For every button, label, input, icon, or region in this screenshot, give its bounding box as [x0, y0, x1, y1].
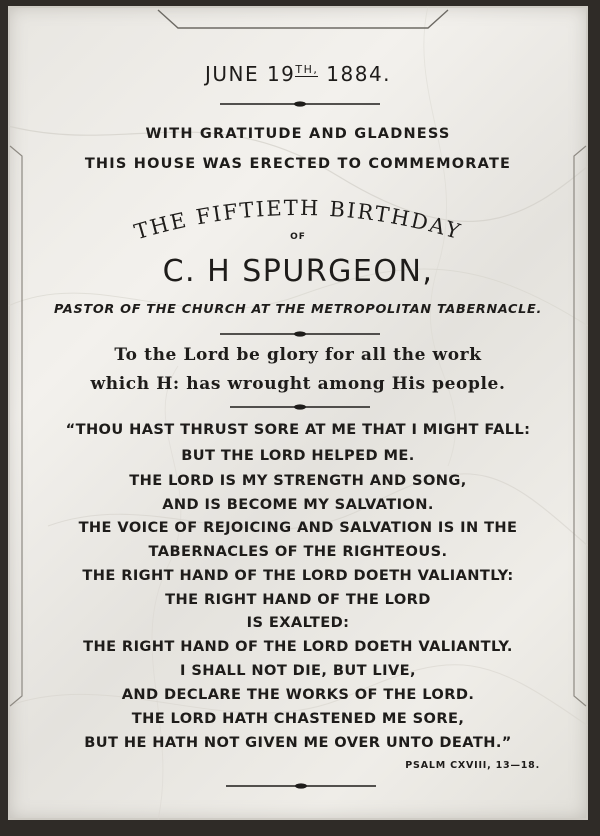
psalm-line-12: AND DECLARE THE WORKS OF THE LORD. [121, 686, 475, 703]
psalm-line-3: THE LORD IS MY STRENGTH AND SONG, [129, 472, 467, 489]
pastor-line: PASTOR OF THE CHURCH AT THE METROPOLITAN TABERNACLE. [53, 302, 543, 317]
psalm-line-4: AND IS BECOME MY SALVATION. [162, 496, 434, 513]
psalm-line-9: IS EXALTED: [246, 614, 350, 631]
psalm-line-7: THE RIGHT HAND OF THE LORD DOETH VALIANTLY: [82, 567, 514, 584]
title-arc-text: THE FIFTIETH BIRTHDAY [131, 195, 465, 245]
date-year: 1884. [326, 62, 392, 86]
date-day-month: JUNE 19 [204, 62, 296, 86]
date-ordinal: TH, [295, 63, 319, 76]
psalm-line-8: THE RIGHT HAND OF THE LORD [165, 591, 431, 608]
dedication-line-2: which H: has wrought among His people. [90, 374, 506, 394]
psalm-line-6: TABERNACLES OF THE RIGHTEOUS. [148, 543, 448, 560]
psalm-line-11: I SHALL NOT DIE, BUT LIVE, [180, 662, 416, 679]
psalm-line-13: THE LORD HATH CHASTENED ME SORE, [131, 710, 465, 727]
name-line: C. H SPURGEON, [162, 254, 434, 289]
psalm-line-1: “THOU HAST THRUST SORE AT ME THAT I MIGHT FALL: [65, 421, 531, 438]
marble-plaque [8, 6, 588, 820]
divider-1 [220, 99, 380, 109]
inscription [8, 6, 588, 820]
divider-4 [226, 781, 376, 791]
psalm-reference: PSALM CXVIII, 13—18. [405, 760, 540, 771]
gratitude-line: WITH GRATITUDE AND GLADNESS [145, 126, 451, 142]
psalm-line-5: THE VOICE OF REJOICING AND SALVATION IS IN THE [78, 519, 518, 536]
divider-2 [220, 329, 380, 339]
psalm-line-10: THE RIGHT HAND OF THE LORD DOETH VALIANTLY. [83, 638, 513, 655]
date-line [8, 62, 588, 86]
of-line: OF [290, 232, 306, 242]
psalm-line-14: BUT HE HATH NOT GIVEN ME OVER UNTO DEATH.” [84, 734, 512, 751]
psalm-line-2: BUT THE LORD HELPED ME. [181, 447, 415, 464]
erected-line: THIS HOUSE WAS ERECTED TO COMMEMORATE [84, 156, 512, 172]
dedication-line-1: To the Lord be glory for all the work [114, 345, 482, 365]
divider-3 [230, 402, 370, 412]
